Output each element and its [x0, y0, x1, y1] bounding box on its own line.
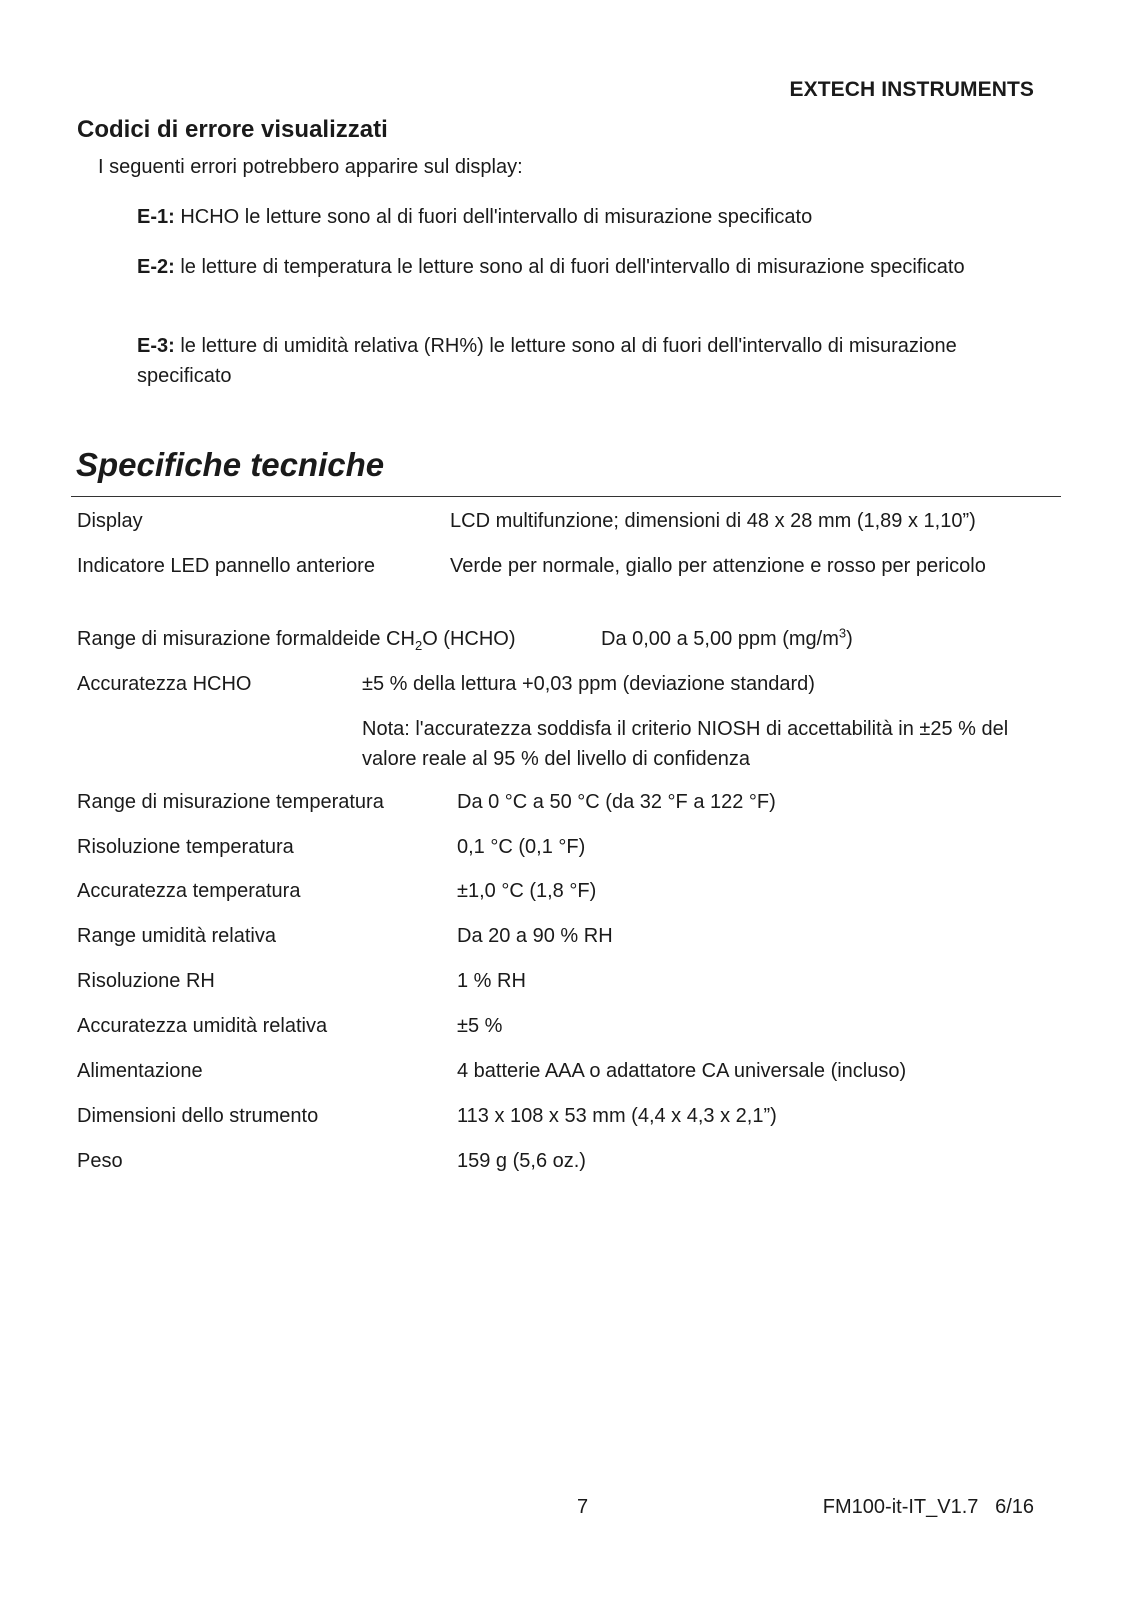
spec-label: Dimensioni dello strumento	[77, 1105, 319, 1127]
spec-label: Alimentazione	[77, 1060, 203, 1082]
spec-label: Range umidità relativa	[77, 925, 276, 947]
spec-value: 0,1 °C (0,1 °F)	[457, 836, 586, 858]
error-item-e3	[137, 331, 997, 391]
error-codes-heading: Codici di errore visualizzati	[77, 116, 388, 143]
heading-divider	[71, 496, 1061, 497]
spec-label: Indicatore LED pannello anteriore	[77, 555, 375, 577]
spec-value: 159 g (5,6 oz.)	[457, 1150, 586, 1172]
spec-value: 113 x 108 x 53 mm (4,4 x 4,3 x 2,1”)	[457, 1105, 777, 1127]
spec-value: ±5 %	[457, 1015, 503, 1037]
specs-heading: Specifiche tecniche	[76, 446, 385, 483]
spec-value: Da 20 a 90 % RH	[457, 925, 613, 947]
spec-value: Verde per normale, giallo per attenzione e rosso per pericolo	[450, 555, 986, 577]
spec-note: Nota: l'accuratezza soddisfa il criterio NIOSH di accettabilità in ±25 % del valore reale al 95 % del livello di confidenza	[362, 718, 1009, 770]
spec-label: Accuratezza umidità relativa	[77, 1015, 328, 1037]
error-item-e2	[137, 252, 997, 282]
spec-value: 4 batterie AAA o adattatore CA universale (incluso)	[457, 1060, 907, 1082]
spec-label: Accuratezza temperatura	[77, 880, 301, 902]
error-description: HCHO le letture sono al di fuori dell'intervallo di misurazione specificato	[174, 206, 813, 228]
spec-value: LCD multifunzione; dimensioni di 48 x 28 mm (1,89 x 1,10”)	[450, 510, 976, 532]
spec-label-hcho-range: Range di misurazione formaldeide $CH_2O$ (HCHO)	[77, 628, 516, 653]
spec-value-hcho-range: Da 0,00 a 5,00 ppm $(mg/m^3)$	[601, 625, 853, 650]
spec-value: Da 0 °C a 50 °C (da 32 °F a 122 °F)	[457, 791, 776, 813]
spec-value: ±1,0 °C (1,8 °F)	[457, 880, 597, 902]
spec-label: Risoluzione RH	[77, 970, 215, 992]
spec-label: Display	[77, 510, 143, 532]
spec-label: Risoluzione temperatura	[77, 836, 294, 858]
error-item-e1	[137, 202, 997, 232]
brand-header: EXTECH INSTRUMENTS	[789, 78, 1034, 101]
error-codes-intro: I seguenti errori potrebbero apparire sul display:	[98, 156, 523, 178]
spec-label: Peso	[77, 1150, 123, 1172]
error-code: E-1:	[137, 206, 175, 228]
spec-value: 1 % RH	[457, 970, 526, 992]
spec-label: Range di misurazione temperatura	[77, 791, 384, 813]
error-code: E-2:	[137, 256, 175, 278]
error-description: le letture di temperatura le letture sono al di fuori dell'intervallo di misurazione specificato	[174, 256, 965, 278]
spec-label: Accuratezza HCHO	[77, 673, 252, 695]
error-description: le letture di umidità relativa (RH%) le letture sono al di fuori dell'intervallo di misurazione specificato	[137, 335, 957, 387]
page-number: 7	[577, 1496, 589, 1518]
document-id: FM100-it-IT_V1.7 6/16	[822, 1496, 1034, 1518]
spec-value: ±5 % della lettura +0,03 ppm (deviazione standard)	[362, 673, 815, 695]
error-code: E-3:	[137, 335, 175, 357]
